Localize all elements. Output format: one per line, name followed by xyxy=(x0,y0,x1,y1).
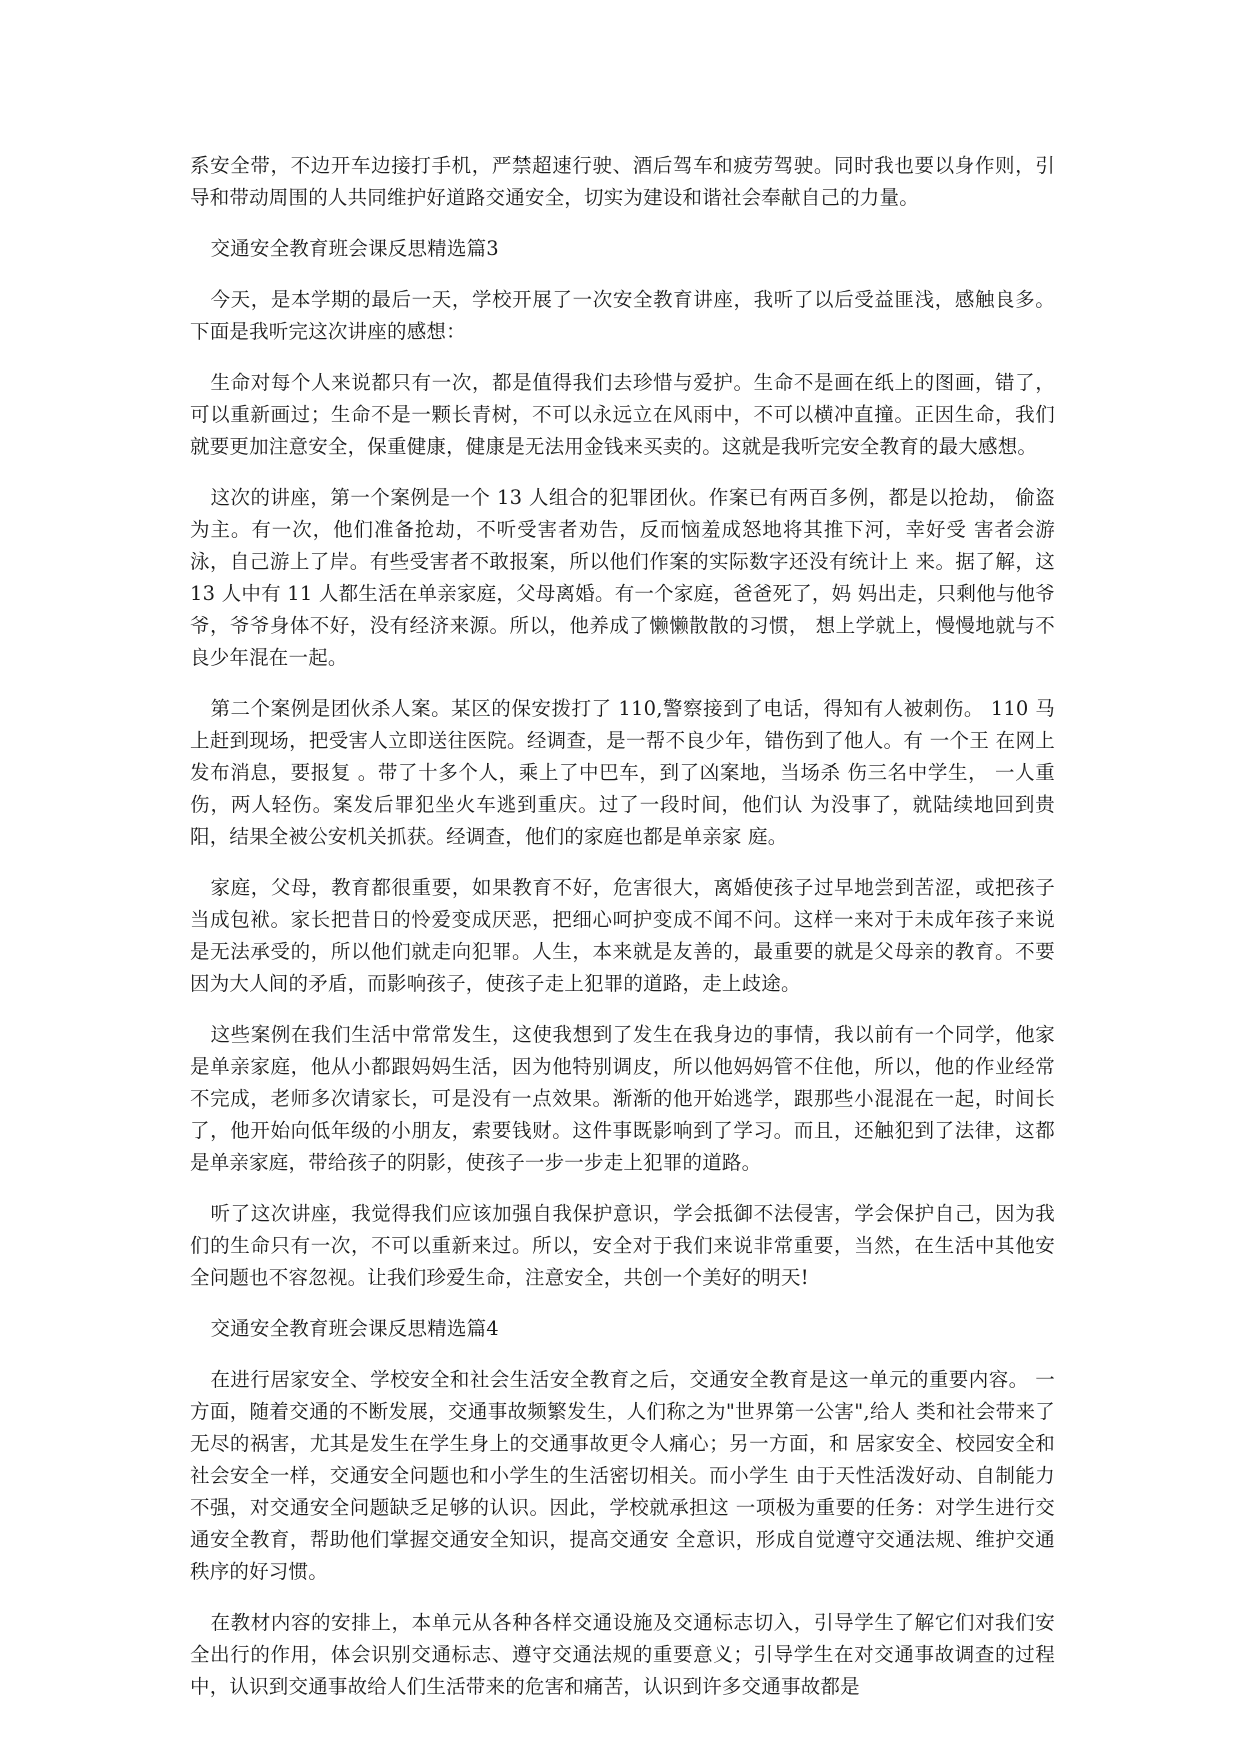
paragraph-1: 系安全带，不边开车边接打手机，严禁超速行驶、酒后驾车和疲劳驾驶。同时我也要以身作则，引导和带动周围的人共同维护好道路交通安全，切实为建设和谐社会奉献自己的力量。 xyxy=(190,154,1055,209)
document-page xyxy=(190,150,1055,1722)
paragraph-4: 这次的讲座，第一个案例是一个 13 人组合的犯罪团伙。作案已有两百多例，都是以抢劫， 偷盗为主。有一次，他们准备抢劫，不听受害者劝告，反而恼羞成怒地将其推下河，幸好受 害者会游泳，自己游上了岸。有些受害者不敢报案，所以他们作案的实际数字还没有统计上 来。据了解，这 13 人中有 11 人都生活在单亲家庭，父母离婚。有一个家庭，爸爸死了，妈 妈出走，只剩他与他爷爷，爷爷身体不好，没有经济来源。所以，他养成了懒懒散散的习惯， 想上学就上，慢慢地就与不良少年混在一起。 xyxy=(190,486,1055,669)
paragraph-2: 今天，是本学期的最后一天，学校开展了一次安全教育讲座，我听了以后受益匪浅，感触良多。下面是我听完这次讲座的感想： xyxy=(190,288,1055,343)
paragraph-10: 在教材内容的安排上，本单元从各种各样交通设施及交通标志切入，引导学生了解它们对我们安全出行的作用，体会识别交通标志、遵守交通法规的重要意义；引导学生在对交通事故调查的过程中，认识到交通事故给人们生活带来的危害和痛苦，认识到许多交通事故都是 xyxy=(190,1611,1055,1698)
paragraph-6: 家庭，父母，教育都很重要，如果教育不好，危害很大，离婚使孩子过早地尝到苦涩，或把孩子当成包袱。家长把昔日的怜爱变成厌恶，把细心呵护变成不闻不问。这样一来对于未成年孩子来说是无法承受的，所以他们就走向犯罪。人生，本来就是友善的，最重要的就是父母亲的教育。不要因为大人间的矛盾，而影响孩子，使孩子走上犯罪的道路，走上歧途。 xyxy=(190,876,1055,995)
paragraph-5: 第二个案例是团伙杀人案。某区的保安拨打了 110,警察接到了电话，得知有人被刺伤。 110 马上赶到现场，把受害人立即送往医院。经调查，是一帮不良少年，错伤到了他人。有 一个王 在网上发布消息，要报复 。带了十多个人，乘上了中巴车，到了凶案地，当场杀 伤三名中学生， 一人重伤，两人轻伤。案发后罪犯坐火车逃到重庆。过了一段时间，他们认 为没事了，就陆续地回到贵阳，结果全被公安机关抓获。经调查，他们的家庭也都是单亲家 庭。 xyxy=(190,697,1055,848)
paragraph-3: 生命对每个人来说都只有一次，都是值得我们去珍惜与爱护。生命不是画在纸上的图画，错了，可以重新画过；生命不是一颗长青树，不可以永远立在风雨中，不可以横冲直撞。正因生命，我们就要更加注意安全，保重健康，健康是无法用金钱来买卖的。这就是我听完安全教育的最大感想。 xyxy=(190,371,1055,458)
paragraph-8: 听了这次讲座，我觉得我们应该加强自我保护意识，学会抵御不法侵害，学会保护自己，因为我们的生命只有一次，不可以重新来过。所以，安全对于我们来说非常重要，当然，在生活中其他安全问题也不容忽视。让我们珍爱生命，注意安全，共创一个美好的明天! xyxy=(190,1202,1055,1289)
paragraph-7: 这些案例在我们生活中常常发生，这使我想到了发生在我身边的事情，我以前有一个同学，他家是单亲家庭，他从小都跟妈妈生活，因为他特别调皮，所以他妈妈管不住他，所以，他的作业经常不完成，老师多次请家长，可是没有一点效果。渐渐的他开始逃学，跟那些小混混在一起，时间长了，他开始向低年级的小朋友，索要钱财。这件事既影响到了学习。而且，还触犯到了法律，这都是单亲家庭，带给孩子的阴影，使孩子一步一步走上犯罪的道路。 xyxy=(190,1023,1055,1174)
paragraph-9: 在进行居家安全、学校安全和社会生活安全教育之后，交通安全教育是这一单元的重要内容。 一方面，随着交通的不断发展，交通事故频繁发生，人们称之为"世界第一公害",给人 类和社会带来了无尽的祸害，尤其是发生在学生身上的交通事故更令人痛心；另一方面，和 居家安全、校园安全和社会安全一样，交通安全问题也和小学生的生活密切相关。而小学生 由于天性活泼好动、自制能力不强，对交通安全问题缺乏足够的认识。因此，学校就承担这 一项极为重要的任务：对学生进行交通安全教育，帮助他们掌握交通安全知识，提高交通安 全意识，形成自觉遵守交通法规、维护交通秩序的好习惯。 xyxy=(190,1368,1055,1583)
section-heading-3: 交通安全教育班会课反思精选篇3 xyxy=(210,237,499,260)
section-heading-4: 交通安全教育班会课反思精选篇4 xyxy=(210,1317,499,1340)
